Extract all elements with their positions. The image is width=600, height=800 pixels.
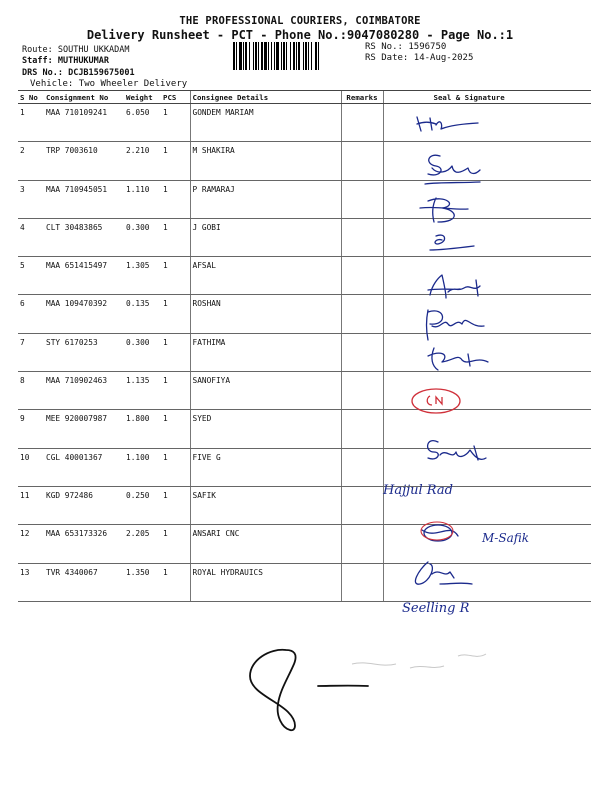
table-row [18,448,591,486]
runsheet-table [18,90,591,602]
cell-remarks [341,486,383,524]
cell-pcs: 1 [161,257,190,295]
cell-consignee: ANSARI CNC [190,525,341,563]
cell-pcs: 1 [161,104,190,142]
cell-weight: 1.305 [124,257,161,295]
cell-weight: 1.350 [124,563,161,601]
col-signature-header: Seal & Signature [383,91,591,104]
table-row [18,257,591,295]
cell-consignee: GONDEM MARIAM [190,104,341,142]
cell-pcs: 1 [161,295,190,333]
cell-remarks [341,257,383,295]
table-header-row [18,91,591,104]
cell-consignee: P RAMARAJ [190,180,341,218]
cell-remarks [341,218,383,256]
rs-date-value: 14-Aug-2025 [413,53,474,63]
staff-line [22,56,109,66]
staff-label: Staff: [22,56,53,66]
table-row [18,295,591,333]
cell-sno: 3 [18,180,44,218]
rs-date-label: RS Date: [365,53,409,63]
cell-weight: 2.210 [124,142,161,180]
cell-signature [383,295,591,333]
cell-consignment-no: TRP 7003610 [44,142,124,180]
cell-remarks [341,372,383,410]
cell-remarks [341,180,383,218]
staff-value: MUTHUKUMAR [57,56,110,66]
cell-sno: 4 [18,218,44,256]
cell-pcs: 1 [161,448,190,486]
route-label: Route: [22,45,53,55]
cell-pcs: 1 [161,525,190,563]
bottom-signature [250,650,368,730]
vehicle-label: Vehicle: [30,79,74,89]
company-name: THE PROFESSIONAL COURIERS, COIMBATORE [179,15,421,27]
cell-consignment-no: MAA 710902463 [44,372,124,410]
cell-pcs: 1 [161,563,190,601]
cell-pcs: 1 [161,142,190,180]
cell-consignment-no: KGD 972486 [44,486,124,524]
table-row [18,410,591,448]
drs-line [22,68,135,78]
cell-weight: 2.205 [124,525,161,563]
cell-signature [383,218,591,256]
cell-remarks [341,333,383,371]
table-row [18,104,591,142]
cell-sno: 2 [18,142,44,180]
col-remarks-header: Remarks [341,91,383,104]
cell-signature [383,257,591,295]
cell-consignee: SAFIK [190,486,341,524]
cell-pcs: 1 [161,410,190,448]
route-value: SOUTHU UKKADAM [57,45,130,55]
cell-remarks [341,410,383,448]
cell-consignee: FIVE G [190,448,341,486]
cell-weight: 1.135 [124,372,161,410]
table-row [18,180,591,218]
cell-signature [383,180,591,218]
cell-weight: 1.100 [124,448,161,486]
rs-no-line [365,42,446,52]
cell-consignee: ROYAL HYDRAUICS [190,563,341,601]
cell-signature [383,372,591,410]
cell-pcs: 1 [161,333,190,371]
cell-consignee: M SHAKIRA [190,142,341,180]
cell-consignment-no: TVR 4340067 [44,563,124,601]
cell-sno: 6 [18,295,44,333]
cell-sno: 9 [18,410,44,448]
cell-weight: 0.300 [124,218,161,256]
col-weight-header: Weight [124,91,161,104]
col-consignee-header: Consignee Details [190,91,341,104]
rs-no-value: 1596750 [408,42,447,52]
route-line [22,45,130,55]
cell-remarks [341,448,383,486]
cell-sno: 8 [18,372,44,410]
cell-consignee: FATHIMA [190,333,341,371]
rs-no-label: RS No.: [365,42,403,52]
cell-sno: 1 [18,104,44,142]
signature-row-13 [402,601,470,616]
svg-text:Hajjul Rad: Hajjul Rad [383,483,453,498]
cell-consignment-no: MAA 710945051 [44,180,124,218]
cell-remarks [341,295,383,333]
cell-weight: 6.050 [124,104,161,142]
cell-sno: 12 [18,525,44,563]
cell-sno: 10 [18,448,44,486]
table-row [18,563,591,601]
runsheet-title: Delivery Runsheet - PCT - Phone No.:9047080280 - Page No.:1 [86,28,514,42]
vehicle-line [30,79,187,89]
cell-signature [383,525,591,563]
cell-consignment-no: MAA 710109241 [44,104,124,142]
table-row [18,525,591,563]
cell-consignment-no: CGL 40001367 [44,448,124,486]
col-sno-header: S No [18,91,44,104]
vehicle-value: Two Wheeler Delivery [78,79,188,89]
cell-consignee: SANOFIYA [190,372,341,410]
drs-label: DRS No.: [22,68,63,78]
cell-signature [383,448,591,486]
cell-signature [383,142,591,180]
table-row [18,486,591,524]
cell-signature [383,410,591,448]
cell-sno: 5 [18,257,44,295]
cell-pcs: 1 [161,486,190,524]
cell-remarks [341,525,383,563]
cell-remarks [341,142,383,180]
cell-consignment-no: STY 6170253 [44,333,124,371]
cell-sno: 13 [18,563,44,601]
cell-remarks [341,104,383,142]
col-consignment-header: Consignment No [44,91,124,104]
cell-consignment-no: MAA 651415497 [44,257,124,295]
barcode [233,42,359,70]
table-row [18,333,591,371]
table-row [18,372,591,410]
cell-signature [383,563,591,601]
cell-consignment-no: MAA 109470392 [44,295,124,333]
cell-consignment-no: CLT 30483865 [44,218,124,256]
cell-weight: 1.800 [124,410,161,448]
drs-value: DCJB159675001 [68,68,135,78]
cell-weight: 0.300 [124,333,161,371]
cell-consignee: SYED [190,410,341,448]
rs-date-line [365,53,473,63]
cell-consignee: ROSHAN [190,295,341,333]
cell-signature [383,104,591,142]
cell-consignee: J GOBI [190,218,341,256]
col-pcs-header: PCS [161,91,190,104]
cell-consignee: AFSAL [190,257,341,295]
cell-sno: 7 [18,333,44,371]
svg-text:M-Safik: M-Safik [482,531,529,545]
cell-consignment-no: MAA 653173326 [44,525,124,563]
cell-sno: 11 [18,486,44,524]
cell-pcs: 1 [161,218,190,256]
cell-pcs: 1 [161,372,190,410]
cell-consignment-no: MEE 920007987 [44,410,124,448]
cell-weight: 0.250 [124,486,161,524]
table-row [18,218,591,256]
cell-signature [383,486,591,524]
svg-text:Seelling R: Seelling R [402,601,470,616]
faint-marks [352,654,486,668]
table-row [18,142,591,180]
cell-signature [383,333,591,371]
cell-pcs: 1 [161,180,190,218]
cell-weight: 1.110 [124,180,161,218]
cell-weight: 0.135 [124,295,161,333]
cell-remarks [341,563,383,601]
